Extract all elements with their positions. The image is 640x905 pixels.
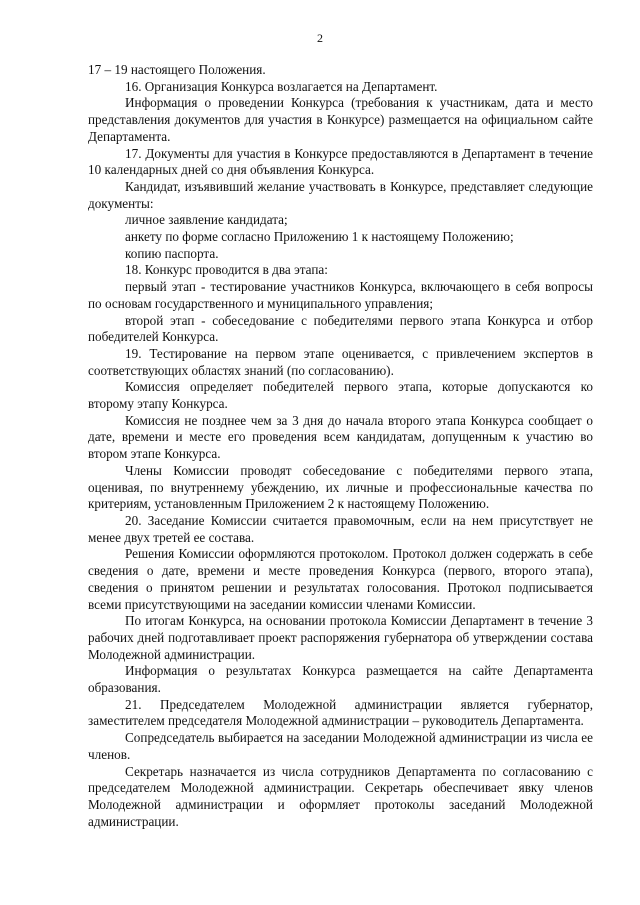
paragraph-19: 19. Тестирование на первом этапе оценивается, с привлечением экспертов в соответствующих областях знаний (по согласованию). (88, 345, 593, 378)
paragraph-18-stage-2: второй этап - собеседование с победителями первого этапа Конкурса и отбор победителей Конкурса. (88, 312, 593, 345)
paragraph-17: 17. Документы для участия в Конкурсе предоставляются в Департамент в течение 10 календарных дней со дня объявления Конкурса. (88, 145, 593, 178)
document-body (88, 62, 593, 830)
paragraph-18: 18. Конкурс проводится в два этапа: (125, 262, 328, 278)
paragraph-continuation: 17 – 19 настоящего Положения. (88, 62, 266, 77)
paragraph-21: 21. Председателем Молодежной администрации является губернатор, заместителем председателя Молодежной администрации – руководитель Департамента. (88, 696, 593, 729)
paragraph-21-secretary: Секретарь назначается из числа сотрудников Департамента по согласованию с председателем Молодежной администрации. Секретарь обеспечивает явку членов Молодежной администрации и оформляет протоколы заседаний Молодежной администрации. (88, 763, 593, 829)
paragraph-20: 20. Заседание Комиссии считается правомочным, если на нем присутствует не менее двух третей ее состава. (88, 512, 593, 545)
page-number: 2 (317, 31, 323, 45)
paragraph-19-winners: Комиссия определяет победителей первого этапа, которые допускаются ко второму этапу Конкурса. (88, 379, 593, 412)
paragraph-20-protocol: Решения Комиссии оформляются протоколом. Протокол должен содержать в себе сведения о дате, времени и месте проведения Конкурса (первого, второго этапа), сведения о принятом решении и результатах голосования. Протокол подписывается всеми присутствующими на заседании комиссии членами Комиссии. (88, 546, 593, 612)
paragraph-18-stage-1: первый этап - тестирование участников Конкурса, включающего в себя вопросы по основам государственного и муниципального управления; (88, 279, 593, 311)
paragraph-20-results: По итогам Конкурса, на основании протокола Комиссии Департамент в течение 3 рабочих дней подготавливает проект распоряжения губернатора об утверждении состава Молодежной администрации. (88, 613, 593, 662)
paragraph-16-info: Информация о проведении Конкурса (требования к участникам, дата и место представления документов для участия в Конкурсе) размещается на официальном сайте Департамента. (88, 95, 593, 144)
paragraph-21-cochair: Сопредседатель выбирается на заседании Молодежной администрации из числа ее членов. (88, 730, 593, 762)
paragraph-16: 16. Организация Конкурса возлагается на Департамент. (125, 78, 438, 94)
paragraph-17-candidate: Кандидат, изъявивший желание участвовать в Конкурсе, представляет следующие документы: (88, 178, 593, 211)
paragraph-19-interview: Члены Комиссии проводят собеседование с победителями первого этапа, оценивая, по внутреннему убеждению, их личные и профессиональные качества по критериям, установленным Приложением 2 к настоящему Положению. (88, 462, 593, 512)
list-item-passport: копию паспорта. (125, 245, 219, 261)
paragraph-20-info: Информация о результатах Конкурса размещается на сайте Департамента образования. (88, 663, 593, 696)
list-item-application: личное заявление кандидата; (125, 212, 288, 228)
paragraph-19-notice: Комиссия не позднее чем за 3 дня до начала второго этапа Конкурса сообщает о дате, времени и месте его проведения всем кандидатам, допущенным к участию во втором этапе Конкурса. (88, 412, 593, 462)
list-item-questionnaire: анкету по форме согласно Приложению 1 к настоящему Положению; (125, 229, 514, 245)
